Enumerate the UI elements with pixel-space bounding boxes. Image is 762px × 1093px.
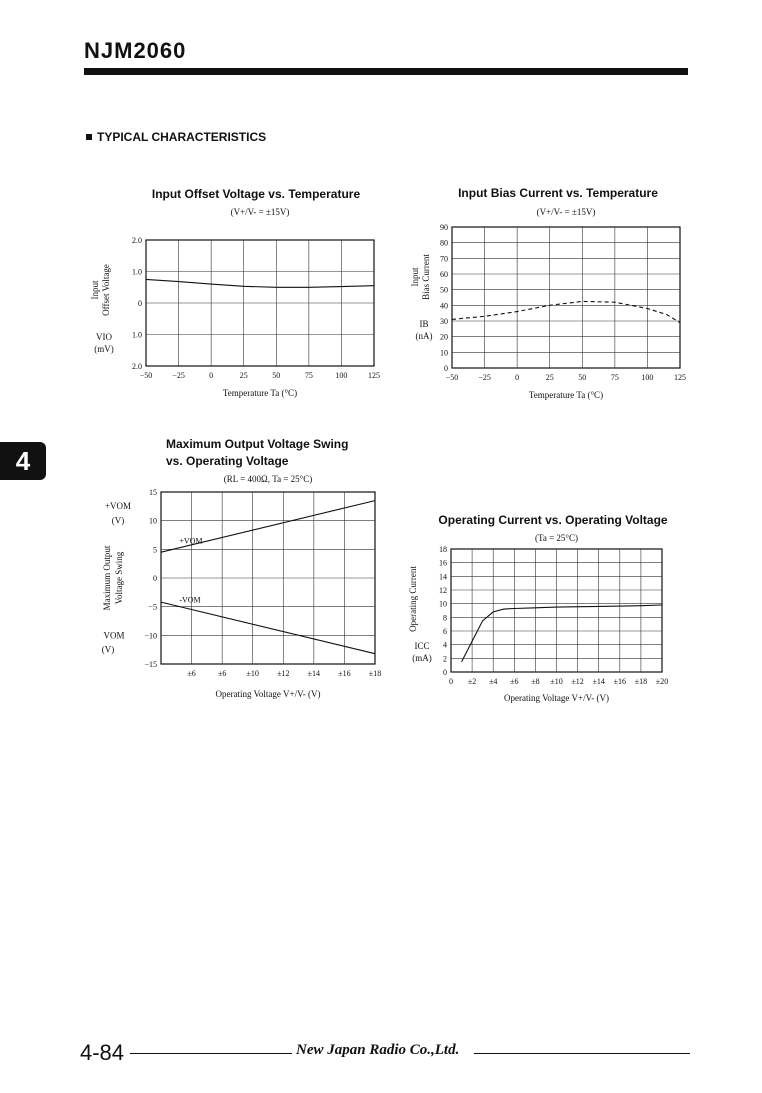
offset-title: Input Offset Voltage vs. Temperature xyxy=(151,187,361,201)
bias-y-tick-label: 0 xyxy=(444,364,448,373)
icc-y-axis-symbol: ICC xyxy=(414,641,430,651)
icc-x-axis-label: Operating Voltage V+/V- (V) xyxy=(504,693,609,703)
offset-y-axis-label: Input xyxy=(90,280,100,300)
icc-x-tick-label: ±2 xyxy=(467,677,477,686)
offset-y-tick-label: 2.0 xyxy=(132,362,142,371)
footer-rule-right xyxy=(474,1053,690,1054)
icc-y-tick-label: 0 xyxy=(443,668,447,677)
bias-x-tick-label: −50 xyxy=(445,373,459,382)
offset-x-tick-label: 125 xyxy=(368,371,380,380)
swing-y-tick-label: −10 xyxy=(144,631,157,641)
swing-title-line: Maximum Output Voltage Swing xyxy=(166,437,349,451)
swing-y-axis-unit: (V) xyxy=(101,644,115,655)
bias-y-tick-label: 80 xyxy=(440,238,448,248)
icc-x-tick-label: ±14 xyxy=(592,677,605,686)
offset-x-tick-label: −50 xyxy=(139,371,153,380)
icc-y-tick-label: 12 xyxy=(439,586,447,595)
bias-y-tick-label: 50 xyxy=(440,285,448,295)
icc-x-tick-label: ±8 xyxy=(531,677,540,686)
bias-x-axis-label: Temperature Ta (°C) xyxy=(528,390,604,400)
section-heading-text: TYPICAL CHARACTERISTICS xyxy=(97,130,267,144)
bias-y-tick-label: 70 xyxy=(440,254,448,264)
icc-y-axis-label: Operating Current xyxy=(408,566,418,632)
bias-y-tick-label: 60 xyxy=(440,270,448,279)
icc-y-tick-label: 6 xyxy=(443,627,447,636)
icc-y-tick-label: 2 xyxy=(443,654,447,664)
swing-title-line: vs. Operating Voltage xyxy=(166,454,289,468)
offset-conditions: (V+/V- = ±15V) xyxy=(230,207,290,217)
bias-title: Input Bias Current vs. Temperature xyxy=(458,186,658,200)
bias-series-line xyxy=(452,301,680,322)
icc-y-tick-label: 18 xyxy=(439,545,447,554)
swing-y-tick-label: −15 xyxy=(144,660,157,669)
swing-y-tick-label: 5 xyxy=(153,545,157,555)
bias-y-tick-label: 40 xyxy=(440,301,448,311)
icc-y-axis-unit: (mA) xyxy=(412,653,432,663)
offset-x-tick-label: 0 xyxy=(209,371,214,380)
icc-x-tick-label: ±6 xyxy=(510,677,519,686)
offset-x-tick-label: 100 xyxy=(335,371,348,380)
bias-y-axis-symbol: IB xyxy=(419,319,429,329)
icc-y-tick-label: 8 xyxy=(443,613,447,623)
offset-y-tick-label: 2.0 xyxy=(132,236,142,245)
bias-y-axis-unit: (nA) xyxy=(415,331,433,341)
bias-y-axis-label: Bias Current xyxy=(421,254,431,300)
swing-series-label: -VOM xyxy=(179,595,201,605)
bias-x-tick-label: 125 xyxy=(674,373,686,382)
chapter-tab: 4 xyxy=(0,442,46,480)
swing-y-axis-symbol: +VOM xyxy=(104,501,132,512)
offset-y-axis-unit: (mV) xyxy=(94,344,114,354)
swing-x-tick-label: ±6 xyxy=(217,669,227,678)
bias-plot-frame xyxy=(452,227,680,368)
offset-y-axis-symbol: VIO xyxy=(96,332,112,342)
offset-x-tick-label: 50 xyxy=(272,371,281,380)
icc-x-tick-label: ±12 xyxy=(571,677,584,686)
swing-y-axis-unit: (V) xyxy=(111,515,125,526)
offset-x-tick-label: 75 xyxy=(304,371,313,380)
bias-y-tick-label: 90 xyxy=(440,223,448,232)
swing-x-tick-label: ±10 xyxy=(246,669,259,678)
swing-x-tick-label: ±16 xyxy=(338,669,351,678)
icc-x-tick-label: 0 xyxy=(449,677,453,686)
company-name: New Japan Radio Co.,Ltd. xyxy=(296,1042,460,1058)
offset-y-tick-label: 0 xyxy=(138,299,142,308)
footer-rule-left xyxy=(130,1053,292,1054)
icc-x-tick-label: ±16 xyxy=(613,677,626,686)
bias-y-tick-label: 10 xyxy=(440,348,448,358)
icc-conditions: (Ta = 25°C) xyxy=(534,533,579,543)
offset-series-line xyxy=(146,279,374,287)
icc-y-tick-label: 4 xyxy=(443,640,447,650)
bias-x-tick-label: −25 xyxy=(478,373,491,382)
swing-y-tick-label: 0 xyxy=(153,574,157,583)
icc-x-tick-label: ±10 xyxy=(550,677,563,686)
swing-x-axis-label: Operating Voltage V+/V- (V) xyxy=(215,689,321,699)
bias-x-tick-label: 75 xyxy=(610,373,619,382)
icc-x-tick-label: ±20 xyxy=(655,677,669,686)
swing-conditions: (RL = 400Ω, Ta = 25°C) xyxy=(223,474,313,484)
offset-x-tick-label: −25 xyxy=(172,371,185,380)
swing-y-axis-label: Voltage Swing xyxy=(114,551,124,605)
bias-y-tick-label: 30 xyxy=(440,317,448,326)
part-number: NJM2060 xyxy=(84,38,187,63)
icc-x-tick-label: ±4 xyxy=(489,677,498,686)
bias-x-tick-label: 50 xyxy=(578,373,587,382)
swing-y-tick-label: 15 xyxy=(149,488,157,497)
swing-series-line xyxy=(161,602,375,654)
swing-series-label: +VOM xyxy=(179,536,203,546)
offset-y-axis-label: Offset Voltage xyxy=(101,264,111,316)
icc-series-line xyxy=(462,605,662,662)
swing-x-tick-label: ±6 xyxy=(187,669,196,678)
offset-y-tick-label: 1.0 xyxy=(132,267,142,277)
swing-y-tick-label: 10 xyxy=(149,516,157,526)
icc-x-tick-label: ±18 xyxy=(634,677,648,686)
bias-x-tick-label: 25 xyxy=(545,373,554,382)
icc-y-tick-label: 16 xyxy=(439,558,447,568)
bias-x-tick-label: 100 xyxy=(641,373,654,382)
offset-x-axis-label: Temperature Ta (°C) xyxy=(222,388,298,398)
icc-y-tick-label: 14 xyxy=(439,572,447,582)
bias-conditions: (V+/V- = ±15V) xyxy=(536,207,596,217)
swing-x-tick-label: ±18 xyxy=(368,669,382,678)
icc-y-tick-label: 10 xyxy=(439,599,447,609)
bias-y-axis-label: Input xyxy=(410,267,420,287)
swing-y-tick-label: −5 xyxy=(148,602,157,612)
swing-x-tick-label: ±12 xyxy=(277,669,290,678)
swing-y-axis-label: Maximum Output xyxy=(102,545,112,611)
swing-y-axis-symbol: VOM xyxy=(103,630,125,641)
icc-title: Operating Current vs. Operating Voltage xyxy=(438,513,668,527)
bias-x-tick-label: 0 xyxy=(515,373,520,382)
offset-x-tick-label: 25 xyxy=(239,371,248,380)
swing-x-tick-label: ±14 xyxy=(307,669,321,678)
bias-y-tick-label: 20 xyxy=(440,332,448,342)
offset-y-tick-label: 1.0 xyxy=(132,330,142,340)
page-number: 4-84 xyxy=(80,1040,125,1065)
